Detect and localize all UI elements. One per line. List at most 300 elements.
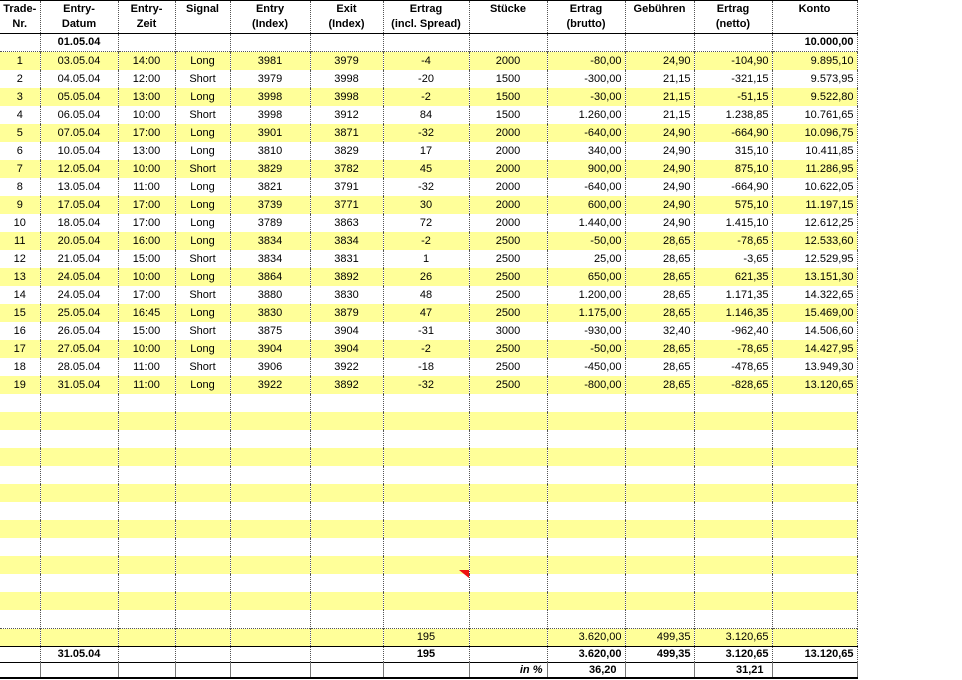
entry-datum-cell[interactable]: [40, 538, 118, 556]
entry-zeit-cell[interactable]: 16:45: [118, 304, 175, 322]
trade-nr-cell[interactable]: [0, 502, 40, 520]
ertrag-netto-cell[interactable]: 315,10: [694, 142, 772, 160]
konto-cell[interactable]: [772, 628, 857, 646]
entry-index-cell[interactable]: [230, 592, 310, 610]
signal-cell[interactable]: Long: [175, 88, 230, 106]
konto-cell[interactable]: 14.427,95: [772, 340, 857, 358]
entry-datum-cell[interactable]: [40, 520, 118, 538]
stuecke-cell[interactable]: [469, 574, 547, 592]
entry-index-cell[interactable]: 3998: [230, 106, 310, 124]
stuecke-cell[interactable]: 2500: [469, 304, 547, 322]
ertrag-netto-cell[interactable]: [694, 466, 772, 484]
ertrag-spread-cell[interactable]: -2: [383, 340, 469, 358]
ertrag-brutto-cell[interactable]: [547, 466, 625, 484]
ertrag-netto-cell[interactable]: -478,65: [694, 358, 772, 376]
entry-zeit-cell[interactable]: [118, 592, 175, 610]
header-entry-zeit[interactable]: [118, 1, 175, 34]
header-stuecke[interactable]: [469, 1, 547, 34]
signal-cell[interactable]: Long: [175, 142, 230, 160]
ertrag-netto-cell[interactable]: 3.120,65: [694, 646, 772, 662]
entry-index-cell[interactable]: [230, 448, 310, 466]
signal-cell[interactable]: Long: [175, 196, 230, 214]
exit-index-cell[interactable]: 3830: [310, 286, 383, 304]
gebuehren-cell[interactable]: [625, 394, 694, 412]
gebuehren-cell[interactable]: [625, 538, 694, 556]
ertrag-spread-cell[interactable]: [383, 430, 469, 448]
gebuehren-cell[interactable]: [625, 502, 694, 520]
konto-cell[interactable]: [772, 610, 857, 628]
ertrag-spread-cell[interactable]: [383, 448, 469, 466]
entry-datum-cell[interactable]: [40, 430, 118, 448]
stuecke-cell[interactable]: 2500: [469, 376, 547, 394]
konto-cell[interactable]: [772, 662, 857, 678]
entry-datum-cell[interactable]: [40, 448, 118, 466]
ertrag-spread-cell[interactable]: [383, 556, 469, 574]
entry-datum-cell[interactable]: 01.05.04: [40, 34, 118, 52]
ertrag-netto-cell[interactable]: -962,40: [694, 322, 772, 340]
ertrag-spread-cell[interactable]: -2: [383, 88, 469, 106]
entry-zeit-cell[interactable]: 17:00: [118, 214, 175, 232]
ertrag-brutto-cell[interactable]: 340,00: [547, 142, 625, 160]
ertrag-spread-cell[interactable]: [383, 662, 469, 678]
entry-index-cell[interactable]: [230, 610, 310, 628]
ertrag-brutto-cell[interactable]: 36,20: [547, 662, 625, 678]
exit-index-cell[interactable]: 3879: [310, 304, 383, 322]
ertrag-netto-cell[interactable]: [694, 592, 772, 610]
ertrag-brutto-cell[interactable]: -50,00: [547, 232, 625, 250]
gebuehren-cell[interactable]: [625, 592, 694, 610]
ertrag-netto-cell[interactable]: -828,65: [694, 376, 772, 394]
konto-cell[interactable]: [772, 466, 857, 484]
ertrag-netto-cell[interactable]: -321,15: [694, 70, 772, 88]
entry-index-cell[interactable]: 3789: [230, 214, 310, 232]
gebuehren-cell[interactable]: [625, 412, 694, 430]
ertrag-netto-cell[interactable]: -51,15: [694, 88, 772, 106]
entry-zeit-cell[interactable]: [118, 448, 175, 466]
trade-nr-cell[interactable]: [0, 520, 40, 538]
header-konto[interactable]: [772, 1, 857, 34]
entry-zeit-cell[interactable]: 15:00: [118, 250, 175, 268]
entry-zeit-cell[interactable]: [118, 502, 175, 520]
signal-cell[interactable]: Short: [175, 250, 230, 268]
stuecke-cell[interactable]: [469, 466, 547, 484]
ertrag-brutto-cell[interactable]: [547, 520, 625, 538]
konto-cell[interactable]: 14.322,65: [772, 286, 857, 304]
trade-nr-cell[interactable]: [0, 34, 40, 52]
entry-zeit-cell[interactable]: 17:00: [118, 196, 175, 214]
header-exit-index[interactable]: [310, 1, 383, 34]
entry-datum-cell[interactable]: 12.05.04: [40, 160, 118, 178]
signal-cell[interactable]: Short: [175, 322, 230, 340]
entry-index-cell[interactable]: 3922: [230, 376, 310, 394]
stuecke-cell[interactable]: [469, 628, 547, 646]
ertrag-spread-cell[interactable]: 30: [383, 196, 469, 214]
ertrag-spread-cell[interactable]: 48: [383, 286, 469, 304]
header-signal[interactable]: [175, 1, 230, 34]
ertrag-brutto-cell[interactable]: 1.175,00: [547, 304, 625, 322]
exit-index-cell[interactable]: [310, 466, 383, 484]
exit-index-cell[interactable]: 3791: [310, 178, 383, 196]
header-ertrag-spread[interactable]: [383, 1, 469, 34]
gebuehren-cell[interactable]: [625, 610, 694, 628]
trade-nr-cell[interactable]: [0, 592, 40, 610]
exit-index-cell[interactable]: 3863: [310, 214, 383, 232]
konto-cell[interactable]: [772, 520, 857, 538]
ertrag-spread-cell[interactable]: -31: [383, 322, 469, 340]
entry-index-cell[interactable]: [230, 484, 310, 502]
ertrag-spread-cell[interactable]: [383, 34, 469, 52]
entry-datum-cell[interactable]: 06.05.04: [40, 106, 118, 124]
signal-cell[interactable]: [175, 484, 230, 502]
signal-cell[interactable]: Long: [175, 232, 230, 250]
konto-cell[interactable]: 9.895,10: [772, 52, 857, 71]
stuecke-cell[interactable]: 2000: [469, 196, 547, 214]
entry-zeit-cell[interactable]: [118, 538, 175, 556]
entry-datum-cell[interactable]: 24.05.04: [40, 286, 118, 304]
stuecke-cell[interactable]: 2500: [469, 268, 547, 286]
ertrag-netto-cell[interactable]: [694, 394, 772, 412]
entry-zeit-cell[interactable]: 16:00: [118, 232, 175, 250]
entry-index-cell[interactable]: [230, 466, 310, 484]
ertrag-netto-cell[interactable]: 1.415,10: [694, 214, 772, 232]
exit-index-cell[interactable]: [310, 628, 383, 646]
ertrag-spread-cell[interactable]: 45: [383, 160, 469, 178]
ertrag-spread-cell[interactable]: 195: [383, 628, 469, 646]
exit-index-cell[interactable]: 3922: [310, 358, 383, 376]
trade-nr-cell[interactable]: 5: [0, 124, 40, 142]
entry-zeit-cell[interactable]: 15:00: [118, 322, 175, 340]
gebuehren-cell[interactable]: 28,65: [625, 340, 694, 358]
signal-cell[interactable]: [175, 430, 230, 448]
entry-index-cell[interactable]: 3875: [230, 322, 310, 340]
exit-index-cell[interactable]: 3892: [310, 268, 383, 286]
konto-cell[interactable]: 10.411,85: [772, 142, 857, 160]
stuecke-cell[interactable]: [469, 448, 547, 466]
entry-index-cell[interactable]: 3981: [230, 52, 310, 71]
entry-index-cell[interactable]: 3739: [230, 196, 310, 214]
konto-cell[interactable]: [772, 430, 857, 448]
entry-zeit-cell[interactable]: [118, 628, 175, 646]
entry-zeit-cell[interactable]: 10:00: [118, 268, 175, 286]
entry-datum-cell[interactable]: [40, 610, 118, 628]
header-ertrag-brutto[interactable]: [547, 1, 625, 34]
trade-nr-cell[interactable]: [0, 466, 40, 484]
trade-nr-cell[interactable]: 15: [0, 304, 40, 322]
entry-datum-cell[interactable]: 03.05.04: [40, 52, 118, 71]
signal-cell[interactable]: Long: [175, 268, 230, 286]
trade-nr-cell[interactable]: 14: [0, 286, 40, 304]
ertrag-netto-cell[interactable]: 1.171,35: [694, 286, 772, 304]
konto-cell[interactable]: [772, 484, 857, 502]
entry-datum-cell[interactable]: [40, 394, 118, 412]
entry-index-cell[interactable]: [230, 574, 310, 592]
stuecke-cell[interactable]: 1500: [469, 70, 547, 88]
trade-nr-cell[interactable]: 6: [0, 142, 40, 160]
stuecke-cell[interactable]: [469, 592, 547, 610]
header-ertrag-netto[interactable]: [694, 1, 772, 34]
exit-index-cell[interactable]: [310, 502, 383, 520]
ertrag-netto-cell[interactable]: -3,65: [694, 250, 772, 268]
ertrag-netto-cell[interactable]: [694, 502, 772, 520]
ertrag-spread-cell[interactable]: -2: [383, 232, 469, 250]
entry-datum-cell[interactable]: [40, 466, 118, 484]
ertrag-brutto-cell[interactable]: [547, 574, 625, 592]
konto-cell[interactable]: 10.000,00: [772, 34, 857, 52]
ertrag-netto-cell[interactable]: [694, 34, 772, 52]
konto-cell[interactable]: [772, 592, 857, 610]
ertrag-brutto-cell[interactable]: [547, 610, 625, 628]
exit-index-cell[interactable]: 3871: [310, 124, 383, 142]
trade-nr-cell[interactable]: 12: [0, 250, 40, 268]
exit-index-cell[interactable]: 3998: [310, 70, 383, 88]
ertrag-spread-cell[interactable]: 84: [383, 106, 469, 124]
ertrag-netto-cell[interactable]: -104,90: [694, 52, 772, 71]
ertrag-brutto-cell[interactable]: [547, 34, 625, 52]
trade-nr-cell[interactable]: 8: [0, 178, 40, 196]
trade-nr-cell[interactable]: [0, 394, 40, 412]
entry-datum-cell[interactable]: [40, 502, 118, 520]
trade-nr-cell[interactable]: 11: [0, 232, 40, 250]
signal-cell[interactable]: [175, 520, 230, 538]
signal-cell[interactable]: [175, 412, 230, 430]
konto-cell[interactable]: [772, 448, 857, 466]
stuecke-cell[interactable]: 2000: [469, 178, 547, 196]
entry-datum-cell[interactable]: 05.05.04: [40, 88, 118, 106]
stuecke-cell[interactable]: 2000: [469, 142, 547, 160]
entry-index-cell[interactable]: 3864: [230, 268, 310, 286]
ertrag-brutto-cell[interactable]: 25,00: [547, 250, 625, 268]
entry-index-cell[interactable]: [230, 34, 310, 52]
header-entry-datum[interactable]: [40, 1, 118, 34]
gebuehren-cell[interactable]: [625, 662, 694, 678]
signal-cell[interactable]: [175, 628, 230, 646]
entry-datum-cell[interactable]: 17.05.04: [40, 196, 118, 214]
trade-nr-cell[interactable]: [0, 430, 40, 448]
konto-cell[interactable]: 12.612,25: [772, 214, 857, 232]
entry-datum-cell[interactable]: 20.05.04: [40, 232, 118, 250]
stuecke-cell[interactable]: 2000: [469, 52, 547, 71]
exit-index-cell[interactable]: 3979: [310, 52, 383, 71]
signal-cell[interactable]: [175, 662, 230, 678]
ertrag-netto-cell[interactable]: -664,90: [694, 124, 772, 142]
gebuehren-cell[interactable]: 32,40: [625, 322, 694, 340]
signal-cell[interactable]: [175, 394, 230, 412]
stuecke-cell[interactable]: 2500: [469, 286, 547, 304]
stuecke-cell[interactable]: [469, 484, 547, 502]
ertrag-netto-cell[interactable]: [694, 484, 772, 502]
konto-cell[interactable]: 11.286,95: [772, 160, 857, 178]
ertrag-brutto-cell[interactable]: -80,00: [547, 52, 625, 71]
ertrag-brutto-cell[interactable]: [547, 412, 625, 430]
gebuehren-cell[interactable]: 24,90: [625, 196, 694, 214]
ertrag-netto-cell[interactable]: [694, 574, 772, 592]
exit-index-cell[interactable]: [310, 412, 383, 430]
exit-index-cell[interactable]: [310, 662, 383, 678]
trade-nr-cell[interactable]: [0, 628, 40, 646]
ertrag-spread-cell[interactable]: [383, 610, 469, 628]
header-gebuehren[interactable]: [625, 1, 694, 34]
ertrag-brutto-cell[interactable]: 650,00: [547, 268, 625, 286]
entry-index-cell[interactable]: 3904: [230, 340, 310, 358]
gebuehren-cell[interactable]: 28,65: [625, 250, 694, 268]
entry-zeit-cell[interactable]: [118, 574, 175, 592]
stuecke-cell[interactable]: 2500: [469, 358, 547, 376]
signal-cell[interactable]: [175, 502, 230, 520]
entry-zeit-cell[interactable]: [118, 412, 175, 430]
exit-index-cell[interactable]: 3892: [310, 376, 383, 394]
gebuehren-cell[interactable]: 499,35: [625, 628, 694, 646]
stuecke-cell[interactable]: [469, 610, 547, 628]
entry-datum-cell[interactable]: 25.05.04: [40, 304, 118, 322]
header-trade-nr[interactable]: [0, 1, 40, 34]
exit-index-cell[interactable]: [310, 484, 383, 502]
ertrag-netto-cell[interactable]: [694, 412, 772, 430]
konto-cell[interactable]: 13.120,65: [772, 376, 857, 394]
konto-cell[interactable]: 11.197,15: [772, 196, 857, 214]
konto-cell[interactable]: 10.761,65: [772, 106, 857, 124]
signal-cell[interactable]: Short: [175, 106, 230, 124]
exit-index-cell[interactable]: [310, 520, 383, 538]
entry-zeit-cell[interactable]: 10:00: [118, 106, 175, 124]
signal-cell[interactable]: [175, 556, 230, 574]
exit-index-cell[interactable]: [310, 34, 383, 52]
exit-index-cell[interactable]: [310, 430, 383, 448]
gebuehren-cell[interactable]: 28,65: [625, 232, 694, 250]
trade-nr-cell[interactable]: 2: [0, 70, 40, 88]
ertrag-spread-cell[interactable]: -32: [383, 376, 469, 394]
ertrag-netto-cell[interactable]: [694, 538, 772, 556]
stuecke-cell[interactable]: [469, 412, 547, 430]
ertrag-brutto-cell[interactable]: -30,00: [547, 88, 625, 106]
konto-cell[interactable]: [772, 394, 857, 412]
ertrag-brutto-cell[interactable]: -640,00: [547, 124, 625, 142]
gebuehren-cell[interactable]: 499,35: [625, 646, 694, 662]
stuecke-cell[interactable]: 2500: [469, 340, 547, 358]
trade-nr-cell[interactable]: [0, 610, 40, 628]
gebuehren-cell[interactable]: 28,65: [625, 304, 694, 322]
ertrag-brutto-cell[interactable]: 1.260,00: [547, 106, 625, 124]
exit-index-cell[interactable]: 3782: [310, 160, 383, 178]
ertrag-netto-cell[interactable]: [694, 430, 772, 448]
entry-zeit-cell[interactable]: 10:00: [118, 340, 175, 358]
ertrag-netto-cell[interactable]: -78,65: [694, 232, 772, 250]
entry-datum-cell[interactable]: 28.05.04: [40, 358, 118, 376]
konto-cell[interactable]: 15.469,00: [772, 304, 857, 322]
ertrag-spread-cell[interactable]: -4: [383, 52, 469, 71]
ertrag-spread-cell[interactable]: 17: [383, 142, 469, 160]
trade-nr-cell[interactable]: [0, 574, 40, 592]
entry-index-cell[interactable]: [230, 502, 310, 520]
konto-cell[interactable]: 12.533,60: [772, 232, 857, 250]
ertrag-netto-cell[interactable]: 3.120,65: [694, 628, 772, 646]
entry-zeit-cell[interactable]: 13:00: [118, 88, 175, 106]
entry-datum-cell[interactable]: 04.05.04: [40, 70, 118, 88]
gebuehren-cell[interactable]: [625, 556, 694, 574]
entry-datum-cell[interactable]: 24.05.04: [40, 268, 118, 286]
exit-index-cell[interactable]: 3829: [310, 142, 383, 160]
stuecke-cell[interactable]: 2000: [469, 124, 547, 142]
signal-cell[interactable]: Long: [175, 376, 230, 394]
gebuehren-cell[interactable]: 28,65: [625, 358, 694, 376]
trade-nr-cell[interactable]: 1: [0, 52, 40, 71]
entry-datum-cell[interactable]: 07.05.04: [40, 124, 118, 142]
konto-cell[interactable]: 12.529,95: [772, 250, 857, 268]
entry-datum-cell[interactable]: 18.05.04: [40, 214, 118, 232]
ertrag-brutto-cell[interactable]: [547, 448, 625, 466]
gebuehren-cell[interactable]: 28,65: [625, 268, 694, 286]
ertrag-spread-cell[interactable]: 1: [383, 250, 469, 268]
entry-index-cell[interactable]: [230, 394, 310, 412]
stuecke-cell[interactable]: [469, 430, 547, 448]
konto-cell[interactable]: [772, 412, 857, 430]
trade-nr-cell[interactable]: 10: [0, 214, 40, 232]
stuecke-cell[interactable]: [469, 520, 547, 538]
stuecke-cell[interactable]: in %: [469, 662, 547, 678]
entry-zeit-cell[interactable]: [118, 484, 175, 502]
ertrag-spread-cell[interactable]: -20: [383, 70, 469, 88]
entry-index-cell[interactable]: [230, 556, 310, 574]
entry-zeit-cell[interactable]: 14:00: [118, 52, 175, 71]
signal-cell[interactable]: [175, 466, 230, 484]
ertrag-spread-cell[interactable]: [383, 502, 469, 520]
ertrag-spread-cell[interactable]: -32: [383, 124, 469, 142]
exit-index-cell[interactable]: 3998: [310, 88, 383, 106]
ertrag-brutto-cell[interactable]: [547, 556, 625, 574]
entry-zeit-cell[interactable]: [118, 662, 175, 678]
entry-zeit-cell[interactable]: [118, 466, 175, 484]
ertrag-spread-cell[interactable]: [383, 484, 469, 502]
trade-nr-cell[interactable]: 9: [0, 196, 40, 214]
signal-cell[interactable]: [175, 574, 230, 592]
trade-nr-cell[interactable]: [0, 662, 40, 678]
ertrag-netto-cell[interactable]: 875,10: [694, 160, 772, 178]
signal-cell[interactable]: Short: [175, 160, 230, 178]
entry-index-cell[interactable]: 3880: [230, 286, 310, 304]
ertrag-netto-cell[interactable]: [694, 520, 772, 538]
trade-nr-cell[interactable]: 16: [0, 322, 40, 340]
konto-cell[interactable]: 9.522,80: [772, 88, 857, 106]
signal-cell[interactable]: [175, 610, 230, 628]
exit-index-cell[interactable]: [310, 574, 383, 592]
ertrag-spread-cell[interactable]: [383, 574, 469, 592]
exit-index-cell[interactable]: [310, 592, 383, 610]
ertrag-netto-cell[interactable]: [694, 610, 772, 628]
entry-zeit-cell[interactable]: [118, 394, 175, 412]
ertrag-spread-cell[interactable]: [383, 394, 469, 412]
entry-datum-cell[interactable]: 13.05.04: [40, 178, 118, 196]
ertrag-netto-cell[interactable]: 1.238,85: [694, 106, 772, 124]
entry-index-cell[interactable]: [230, 628, 310, 646]
konto-cell[interactable]: 14.506,60: [772, 322, 857, 340]
entry-datum-cell[interactable]: 21.05.04: [40, 250, 118, 268]
stuecke-cell[interactable]: 2500: [469, 232, 547, 250]
konto-cell[interactable]: [772, 556, 857, 574]
stuecke-cell[interactable]: [469, 34, 547, 52]
signal-cell[interactable]: [175, 646, 230, 662]
ertrag-brutto-cell[interactable]: 600,00: [547, 196, 625, 214]
gebuehren-cell[interactable]: 21,15: [625, 88, 694, 106]
header-entry-index[interactable]: [230, 1, 310, 34]
signal-cell[interactable]: Long: [175, 178, 230, 196]
ertrag-spread-cell[interactable]: -18: [383, 358, 469, 376]
signal-cell[interactable]: Short: [175, 358, 230, 376]
stuecke-cell[interactable]: [469, 394, 547, 412]
ertrag-brutto-cell[interactable]: [547, 484, 625, 502]
trade-nr-cell[interactable]: 19: [0, 376, 40, 394]
stuecke-cell[interactable]: 2000: [469, 160, 547, 178]
signal-cell[interactable]: Short: [175, 286, 230, 304]
ertrag-brutto-cell[interactable]: -930,00: [547, 322, 625, 340]
